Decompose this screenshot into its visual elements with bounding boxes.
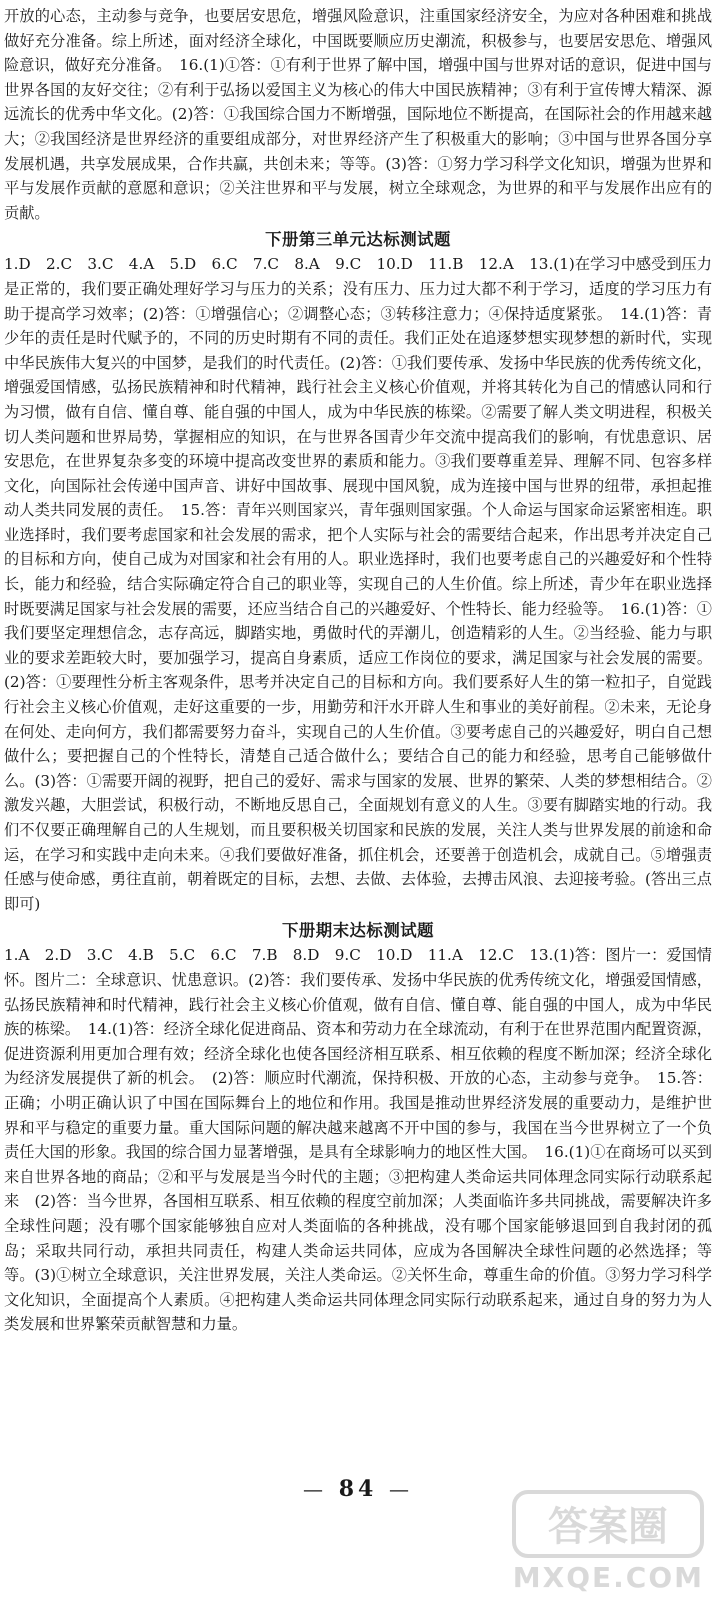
final-answers: 1.A 2.D 3.C 4.B 5.C 6.C 7.B 8.D 9.C 10.D 11.A 12.C 13.(1)答：图片一：爱国情怀。图片二：全球意识、忧患意识。(2)答：我们要传承、发扬中华民族的优秀传统文化，增强爱国情感，弘扬民族精神和时代精神，践行社会主义核心价值观，做有自信、懂自尊、能自强的中国人，成为中华民族的栋梁。 14.(1)答：经济全球化促进商品、资本和劳动力在全球流动，有利于在世界范围内配置资源，促进资源利用更加合理有效；经济全球化也使各国经济相互联系、相互依赖的程度不断加深；经济全球化为经济发展提供了新的机会。 (2)答：顺应时代潮流，保持积极、开放的心态，主动参与竞争。 15.答：正确；小明正确认识了中国在国际舞台上的地位和作用。我国是推动世界经济发展的重要动力，是维护世界和平与稳定的重要力量。重大国际问题的解决越来越离不开中国的参与，我国在当今世界树立了一个负责任大国的形象。我国的综合国力显著增强，是具有全球影响力的地区性大国。 16.(1)①在商场可以买到来自世界各地的商品；②和平与发展是当今时代的主题；③把构建人类命运共同体理念同实际行动联系起来 (2)答：当今世界，各国相互联系、相互依赖的程度空前加深；人类面临许多共同挑战，需要解决许多全球性问题；没有哪个国家能够独自应对人类面临的各种挑战，没有哪个国家能够退回到自我封闭的孤岛；采取共同行动，承担共同责任，构建人类命运共同体，应成为各国解决全球性问题的必然选择；等等。(3)①树立全球意识，关注世界发展，关注人类命运。②关怀生命，尊重生命的价值。③努力学习科学文化知识，全面提高个人素质。④把构建人类命运共同体理念同实际行动联系起来，通过自身的努力为人类发展和世界繁荣贡献智慧和力量。 [4,946,712,1334]
continuation-paragraph: 开放的心态，主动参与竞争，也要居安思危，增强风险意识，注重国家经济安全，为应对各种困难和挑战做好充分准备。综上所述，面对经济全球化，中国既要顺应历史潮流，积极参与，也要居安思危、增强风险意识，做好充分准备。 16.(1)①答：①有利于世界了解中国，增强中国与世界对话的意识，促进中国与世界各国的友好交往；②有利于弘扬以爱国主义为核心的伟大中国民族精神；③有利于宣传博大精深、源远流长的优秀中华文化。(2)答：①我国综合国力不断增强，国际地位不断提高，在国际社会的作用越来越大；②我国经济是世界经济的重要组成部分，对世界经济产生了积极重大的影响；③中国与世界各国分享发展机遇，共享发展成果，合作共赢，共创未来；等等。(3)答：①努力学习科学文化知识，增强为世界和平与发展作贡献的意愿和意识；②关注世界和平与发展，树立全球观念，为世界的和平与发展作出应有的贡献。 [4,7,712,222]
watermark-logo-text: 答案圈 [548,1504,668,1550]
section-title-final: 下册期末达标测试题 [281,921,434,941]
footer-dash-left: — [303,1477,328,1501]
unit3-answers: 1.D 2.C 3.C 4.A 5.D 6.C 7.C 8.A 9.C 10.D 11.B 12.A 13.(1)在学习中感受到压力是正常的，我们要正确处理好学习与压力的关系；没有压力、压力过大都不利于学习，适度的学习压力有助于提高学习效率；(2)答：①增强信心；②调整心态；③转移注意力；④保持适度紧张。 14.(1)答：青少年的责任是时代赋予的，不同的历史时期有不同的责任。我们正处在追逐梦想实现梦想的新时代，实现中华民族伟大复兴的中国梦，是我们的时代责任。(2)答：①我们要传承、发扬中华民族的优秀传统文化，增强爱国情感，弘扬民族精神和时代精神，践行社会主义核心价值观，并将其转化为自己的情感认同和行为习惯，做有自信、懂自尊、能自强的中国人，成为中华民族的栋梁。②需要了解人类文明进程，积极关切人类问题和世界局势，掌握相应的知识，在与世界各国青少年交流中提高我们的影响，有忧患意识、居安思危，在世界复杂多变的环境中提高改变世界的素质和能力。③我们要尊重差异、理解不同、包容多样文化，向国际社会传递中国声音、讲好中国故事、展现中国风貌，成为连接中国与世界的纽带，承担起推动人类共同发展的责任。 15.答：青年兴则国家兴，青年强则国家强。个人命运与国家命运紧密相连。职业选择时，我们要考虑国家和社会发展的需求，把个人实际与社会的需要结合起来，作出思考并决定自己的目标和方向，使自己成为对国家和社会有用的人。职业选择时，我们也要考虑自己的兴趣爱好和个性特长，能力和经验，结合实际确定符合自己的职业等，实现自己的人生价值。综上所述，青少年在职业选择时既要满足国家与社会发展的需要，还应当结合自己的兴趣爱好、个性特长、能力经验等。 16.(1)答：①我们要坚定理想信念，志存高远，脚踏实地，勇做时代的弄潮儿，创造精彩的人生。②当经验、能力与职业的要求差距较大时，要加强学习，提高自身素质，适应工作岗位的要求，满足国家与社会发展的需要。(2)答：①要理性分析主客观条件，思考并决定自己的目标和方向。我们要系好人生的第一粒扣子，自觉践行社会主义核心价值观，走好这重要的一步，用勤劳和汗水开辟人生和事业的美好前程。②未来，无论身在何处、走向何方，我们都需要努力奋斗，实现自己的人生价值。③要考虑自己的兴趣爱好，明白自己想做什么；要把握自己的个性特长，清楚自己适合做什么；要结合自己的能力和经验，思考自己能够做什么。(3)答：①需要开阔的视野，把自己的爱好、需求与国家的发展、世界的繁荣、人类的梦想相结合。②激发兴趣，大胆尝试，积极行动，不断地反思自己，全面规划有意义的人生。③要有脚踏实地的行动。我们不仅要正确理解自己的人生规划，而且要积极关切国家和民族的发展，关注人类与世界发展的前途和命运，在学习和实践中走向未来。④我们要做好准备，抓住机会，还要善于创造机会，成就自己。⑤增强责任感与使命感，勇往直前，朝着既定的目标，去想、去做、去体验，去搏击风浪、去迎接考验。(答出三点即可) [4,255,712,913]
watermark-url: MXQE.COM [512,1561,704,1594]
footer-dash-right: — [388,1477,413,1501]
watermark-logo [508,1484,708,1564]
section-title-unit3: 下册第三单元达标测试题 [265,230,451,250]
watermark [508,1484,708,1594]
answer-content [4,4,712,1337]
page-number: 84 [338,1476,378,1502]
